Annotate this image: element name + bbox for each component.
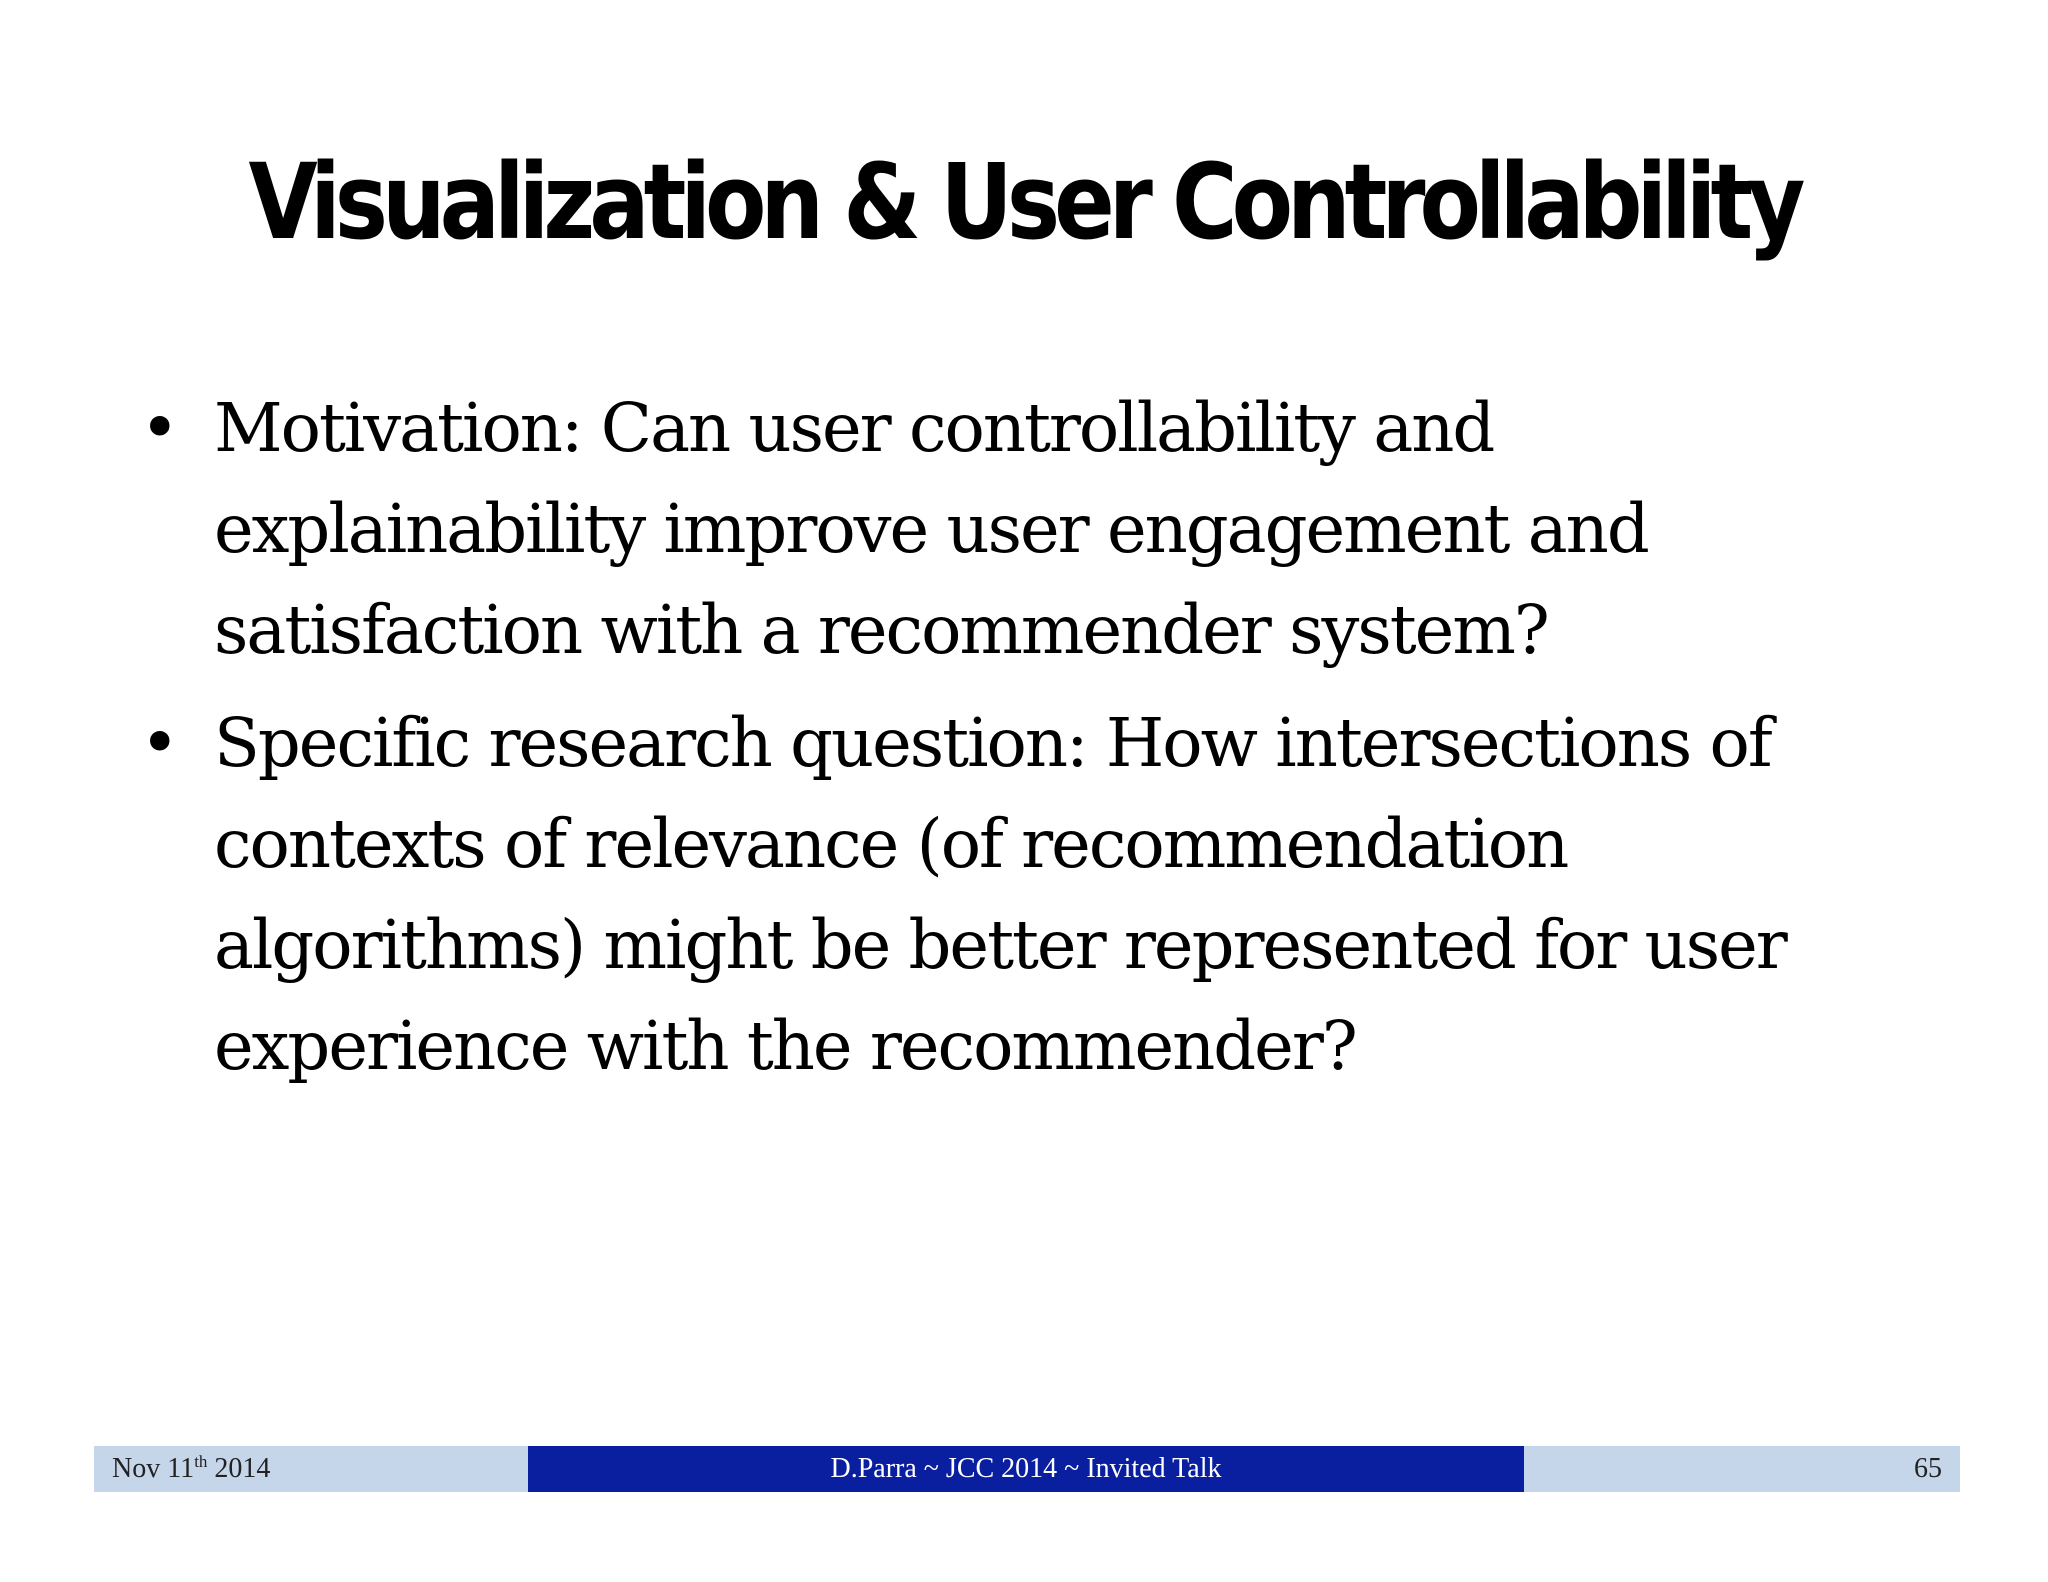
bullet-line: explainability improve user engagement and — [214, 490, 1648, 568]
bullet-icon: • — [140, 389, 178, 467]
bullet-line: Motivation: Can user controllability and — [214, 389, 1494, 467]
footer-date — [94, 1446, 528, 1492]
bullet-item-research-question — [140, 693, 1960, 1097]
footer-presentation-info: D.Parra ~ JCC 2014 ~ Invited Talk — [528, 1446, 1524, 1492]
slide-footer — [94, 1446, 1960, 1492]
bullet-line: algorithms) might be better represented for user — [214, 906, 1786, 984]
bullet-item-motivation — [140, 378, 1960, 681]
footer-date-year: 2014 — [207, 1453, 271, 1484]
bullet-line: Specific research question: How intersections of — [214, 704, 1771, 782]
footer-date-prefix: Nov 11 — [112, 1453, 195, 1484]
bullet-line: experience with the recommender? — [214, 1007, 1356, 1085]
slide-title: Visualization & User Controllability — [248, 141, 1800, 263]
footer-page-number: 65 — [1524, 1446, 1960, 1492]
bullet-icon: • — [140, 704, 178, 782]
bullet-list — [140, 378, 1960, 1109]
footer-date-superscript: th — [194, 1452, 208, 1471]
bullet-line: contexts of relevance (of recommendation — [214, 805, 1568, 883]
bullet-line: satisfaction with a recommender system? — [214, 591, 1548, 669]
